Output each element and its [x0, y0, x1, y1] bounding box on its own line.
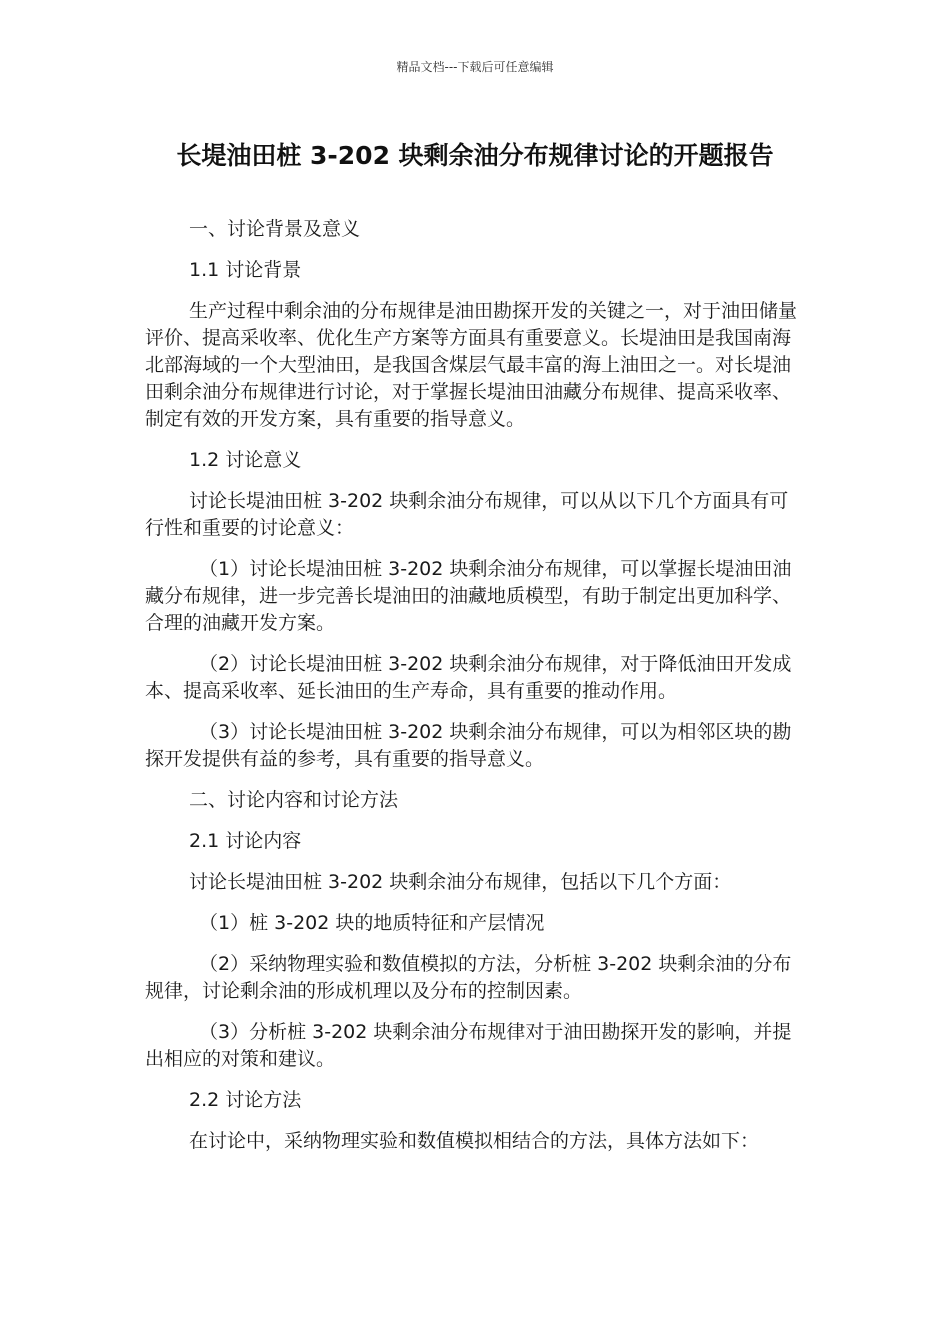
paragraph-content-intro: 讨论长堤油田桩 3-202 块剩余油分布规律，包括以下几个方面： [189, 871, 732, 893]
paragraph-method-intro: 在讨论中，采纳物理实验和数值模拟相结合的方法，具体方法如下： [189, 1130, 760, 1152]
list-item-content-2: （2）采纳物理实验和数值模拟的方法，分析桩 3-202 块剩余油的分布规律，讨论剩余油的形成机理以及分布的控制因素。 [145, 953, 792, 1002]
list-item-significance-1: （1）讨论长堤油田桩 3-202 块剩余油分布规律，可以掌握长堤油田油藏分布规律，进一步完善长堤油田的油藏地质模型，有助于制定出更加科学、合理的油藏开发方案。 [145, 558, 792, 634]
document-title: 长堤油田桩 3-202 块剩余油分布规律讨论的开题报告 [176, 141, 774, 170]
section-heading-2: 二、讨论内容和讨论方法 [189, 789, 399, 811]
list-item-content-1: （1）桩 3-202 块的地质特征和产层情况 [199, 912, 545, 934]
document-body [145, 216, 805, 1169]
subsection-heading-1-1: 1.1 讨论背景 [189, 259, 302, 281]
section-heading-1: 一、讨论背景及意义 [189, 218, 361, 240]
paragraph-background: 生产过程中剩余油的分布规律是油田勘探开发的关键之一，对于油田储量评价、提高采收率、优化生产方案等方面具有重要意义。长堤油田是我国南海北部海域的一个大型油田，是我国含煤层气最丰富的海上油田之一。对长堤油田剩余油分布规律进行讨论，对于掌握长堤油田油藏分布规律、提高采收率、制定有效的开发方案，具有重要的指导意义。 [145, 300, 798, 430]
list-item-content-3: （3）分析桩 3-202 块剩余油分布规律对于油田勘探开发的影响，并提出相应的对策和建议。 [145, 1021, 792, 1070]
subsection-heading-1-2: 1.2 讨论意义 [189, 449, 302, 471]
subsection-heading-2-2: 2.2 讨论方法 [189, 1089, 302, 1111]
subsection-heading-2-1: 2.1 讨论内容 [189, 830, 302, 852]
list-item-significance-2: （2）讨论长堤油田桩 3-202 块剩余油分布规律，对于降低油田开发成本、提高采收率、延长油田的生产寿命，具有重要的推动作用。 [145, 653, 792, 702]
paragraph-significance-intro: 讨论长堤油田桩 3-202 块剩余油分布规律，可以从以下几个方面具有可行性和重要的讨论意义： [145, 490, 789, 539]
list-item-significance-3: （3）讨论长堤油田桩 3-202 块剩余油分布规律，可以为相邻区块的勘探开发提供有益的参考，具有重要的指导意义。 [145, 721, 792, 770]
page-header-note: 精品文档---下载后可任意编辑 [396, 60, 554, 74]
